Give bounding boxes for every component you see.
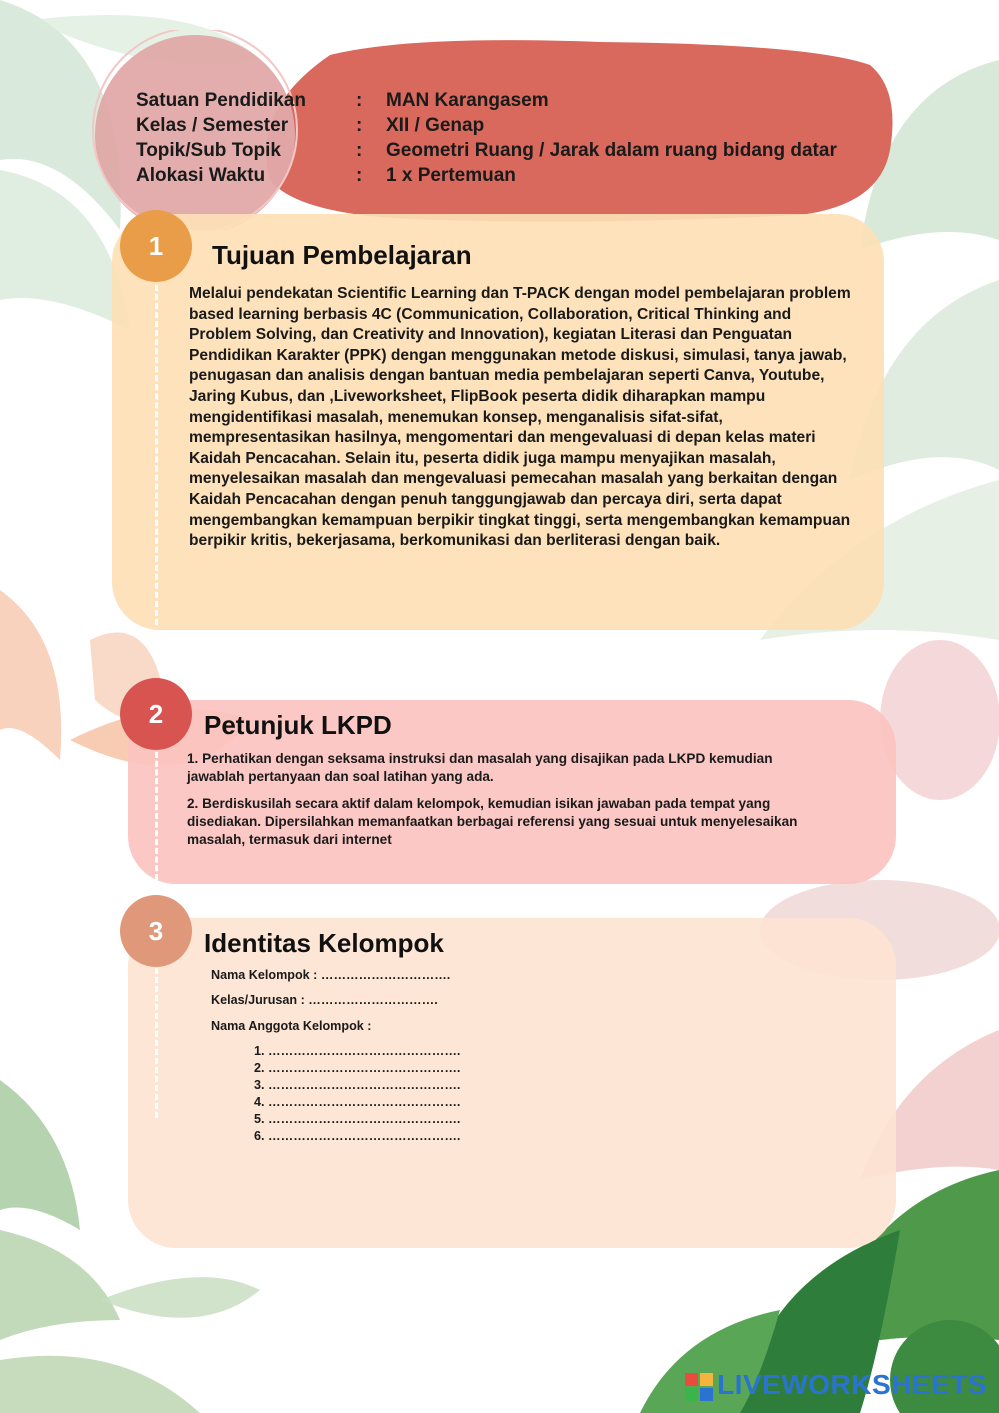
header-value: MAN Karangasem xyxy=(386,90,549,111)
dashed-divider xyxy=(155,285,158,625)
header-value: Geometri Ruang / Jarak dalam ruang bidang datar xyxy=(386,140,837,161)
section-number-2: 2 xyxy=(120,678,192,750)
leaf-decoration xyxy=(0,1230,120,1340)
member-line[interactable]: 2. ………………………………………. xyxy=(254,1061,461,1075)
petunjuk-title: Petunjuk LKPD xyxy=(204,710,392,740)
member-line[interactable]: 5. ………………………………………. xyxy=(254,1112,461,1126)
header-label: Topik/Sub Topik xyxy=(136,140,281,161)
header-label: Kelas / Semester xyxy=(136,115,289,136)
leaf-decoration xyxy=(0,1080,80,1230)
header-colon: : xyxy=(356,115,363,136)
nama-kelompok-field[interactable]: Nama Kelompok : …………………………. xyxy=(211,968,451,982)
section-number-3: 3 xyxy=(120,895,192,967)
dashed-divider xyxy=(155,752,158,880)
member-line[interactable]: 6. ………………………………………. xyxy=(254,1129,461,1143)
header-label: Alokasi Waktu xyxy=(136,165,266,186)
member-line[interactable]: 4. ………………………………………. xyxy=(254,1095,461,1109)
leaf-decoration xyxy=(0,590,61,760)
header-colon: : xyxy=(356,90,363,111)
section-number-1: 1 xyxy=(120,210,192,282)
watermark-text: LIVEWORKSHEETS xyxy=(717,1369,987,1400)
dashed-divider xyxy=(155,968,158,1118)
header-label: Satuan Pendidikan xyxy=(136,90,306,111)
leaf-decoration xyxy=(100,1277,260,1318)
tujuan-title: Tujuan Pembelajaran xyxy=(212,240,472,270)
member-line[interactable]: 1. ………………………………………. xyxy=(254,1044,461,1058)
liveworksheets-watermark xyxy=(685,1369,987,1401)
header-colon: : xyxy=(356,140,363,161)
liveworksheets-logo-icon xyxy=(685,1373,713,1401)
header-value: 1 x Pertemuan xyxy=(386,165,516,186)
identitas-title: Identitas Kelompok xyxy=(204,928,444,958)
kelas-jurusan-field[interactable]: Kelas/Jurusan : …………………………. xyxy=(211,993,438,1007)
petunjuk-item-2: 2. Berdiskusilah secara aktif dalam kelompok, kemudian isikan jawaban pada tempat yang disediakan. Dipersilahkan memanfaatkan berbagai referensi yang sesuai untuk menyelesaikan masalah, termasuk dari internet xyxy=(187,796,798,847)
petunjuk-item-1: 1. Perhatikan dengan seksama instruksi dan masalah yang disajikan pada LKPD kemudian jawablah pertanyaan dan soal latihan yang ada. xyxy=(187,751,773,784)
leaf-decoration xyxy=(0,1356,200,1413)
tujuan-body: Melalui pendekatan Scientific Learning dan T-PACK dengan model pembelajaran problem based learning berbasis 4C (Communication, Collaboration, Critical Thinking and Problem Solving, dan Creativity and Innovation), kegiatan Literasi dan Penguatan Pendidikan Karakter (PPK) dengan menggunakan metode diskusi, simulasi, tanya jawab, penugasan dan analisis dengan bantuan media pembelajaran seperti Canva, Youtube, Jaring Kubus, dan ,Liveworksheet, FlipBook peserta didik diharapkan mampu mengidentifikasi masalah, menemukan konsep, menganalisis sifat-sifat, mempresentasikan hasilnya, mengomentari dan mengevaluasi di depan kelas materi Kaidah Pencacahan. Selain itu, peserta didik juga mampu menyajikan masalah, menyelesaikan masalah dan mengevaluasi pemecahan masalah yang berkaitan dengan Kaidah Pencacahan dengan penuh tanggungjawab dan percaya diri, serta dapat mengembangkan kemampuan berpikir tingkat tinggi, serta mengembangkan kemampuan berpikir kritis, bekerjasama, berkomunikasi dan berliterasi dengan baik. xyxy=(189,285,851,550)
member-line[interactable]: 3. ………………………………………. xyxy=(254,1078,461,1092)
leaf-decoration xyxy=(880,640,999,800)
header-value: XII / Genap xyxy=(386,115,485,136)
header-colon: : xyxy=(356,165,363,186)
nama-anggota-label: Nama Anggota Kelompok : xyxy=(211,1019,372,1033)
